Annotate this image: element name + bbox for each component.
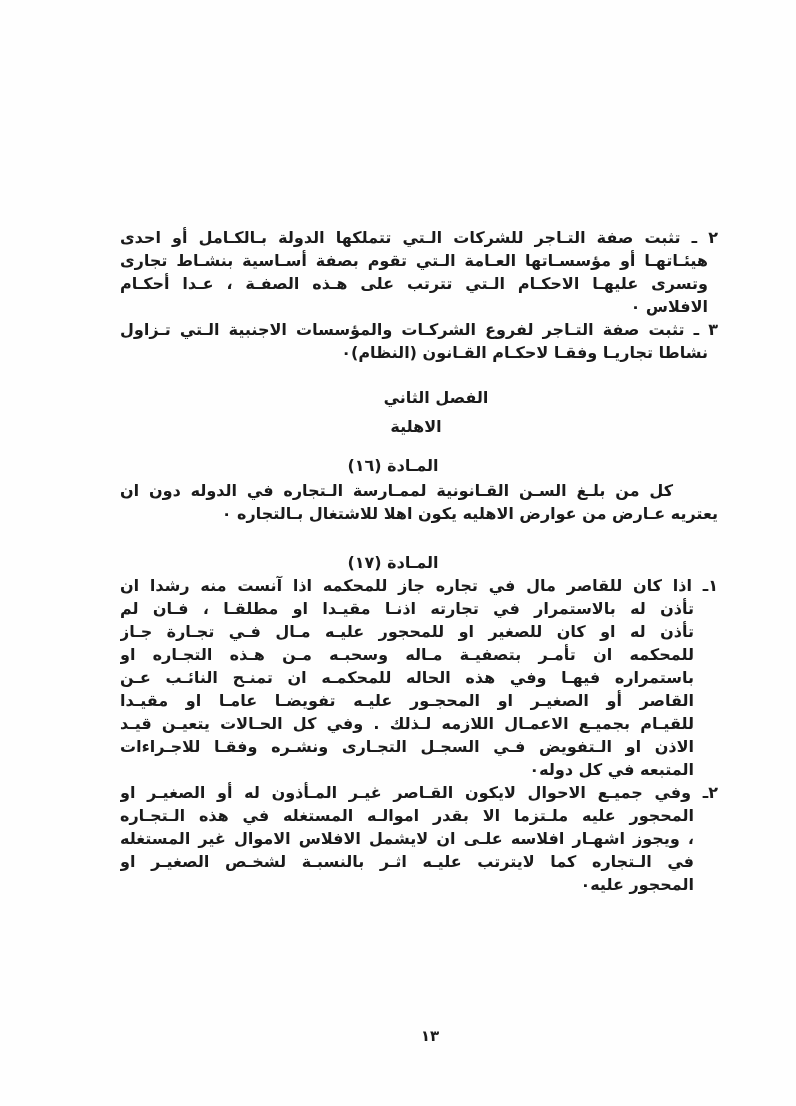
clause-2-marker: ٢ ـ xyxy=(691,228,718,247)
clause-3-line: نشاطا تجاريـا وفقـا لاحكـام القـانون (النظام)٠ xyxy=(341,343,708,362)
clause-2-line xyxy=(120,226,718,249)
article-17-clause-2 xyxy=(120,781,718,896)
article-17-clause-1-line: للقيـام بجميـع الاعمـال اللازمه لـذلك . وفي كل الحـالات يتعيـن قيـد xyxy=(120,714,694,733)
clause-2-line: هيئـاتهـا أو مؤسسـاتها العـامة الـتي تقوم بصفة أسـاسية بنشـاط تجارى xyxy=(120,251,708,270)
article-17-clause-1-line: الاذن او الـتفويض فـي السجـل التجـارى ونشـره وفقـا للاجـراءات xyxy=(120,737,694,756)
article-17-clause-2-marker: ٢ـ xyxy=(702,783,718,802)
article-17-clause-1-line: للمحكمه ان تأمـر بتصفيـة مـاله وسحبـه مـن هـذه التجـاره او xyxy=(120,645,694,664)
article-17-clause-2-line: في الـتجاره كما لايترتب عليـه اثـر بالنسبـة لشخـص الصغيـر او xyxy=(120,852,694,871)
article-17-clause-2-text: وفي جميـع الاحوال لايكون القـاصر غيـر المـأذون له أو الصغيـر او xyxy=(120,783,692,802)
page-content xyxy=(120,226,718,896)
clause-2-text: تثبت صفة التـاجر للشركات الـتي تتملكها الدولة بـالكـامل أو احدى xyxy=(120,228,681,247)
article-17-clause-2-line: المحجور عليه ملـتزما الا بقدر اموالـه المستغله في هذه الـتجـاره xyxy=(120,806,694,825)
article-17-heading: المـادة (١٧) xyxy=(347,553,439,572)
article-17-clause-1-line: تأذن له او كان للصغير او للمحجور عليـه مـال فـي تجـارة جـاز xyxy=(120,622,694,641)
clause-2-line: الافلاس ٠ xyxy=(630,297,708,316)
clause-3-line xyxy=(120,318,718,341)
page-number: ١٣ xyxy=(420,1027,440,1045)
article-17-clause-1-line: باستمراره فيهـا وفي هذه الحاله للمحكمـه ان تمنـح النائـب عـن xyxy=(120,668,694,687)
article-17-clause-2-line: ، ويجوز اشهـار افلاسه علـى ان لايشمل الافلاس الاموال غير المستغله xyxy=(120,829,694,848)
article-17-clause-1-marker: ١ـ xyxy=(702,576,718,595)
article-16-line: يعتريه عـارض من عوارض الاهليه يكون اهلا للاشتغال بـالتجاره ٠ xyxy=(221,504,718,523)
article-17-clause-1 xyxy=(120,574,718,781)
article-17-clause-2-line xyxy=(120,781,718,804)
article-17-clause-1-line: تأذن له بالاستمرار في تجارته اذنـا مقيـدا او مطلقـا ، فـان لم xyxy=(120,599,694,618)
article-17-clause-1-line: القاصر أو الصغيـر او المحجـور عليـه تفويضـا عامـا او مقيـدا xyxy=(120,691,694,710)
article-16-heading: المـادة (١٦) xyxy=(347,456,439,475)
clause-3 xyxy=(120,318,718,364)
article-17-clause-1-line xyxy=(120,574,718,597)
article-17-clause-1-text: اذا كان للقاصر مال في تجاره جاز للمحكمه اذا آنست منه رشدا ان xyxy=(120,576,692,595)
clause-3-marker: ٣ ـ xyxy=(693,320,718,339)
clause-2-line: وتسرى عليهـا الاحكـام الـتي تترتب على هـذه الصفـة ، عـدا أحكـام xyxy=(120,274,708,293)
clause-2 xyxy=(120,226,718,318)
chapter-subheading: الاهلية xyxy=(390,417,442,436)
article-17-clause-2-line: المحجور عليه٠ xyxy=(580,875,694,894)
article-17-clause-1-line: المتبعه في كل دوله٠ xyxy=(529,760,694,779)
chapter-heading: الفصل الثاني xyxy=(383,388,489,407)
clause-3-text: تثبت صفة التـاجر لفروع الشركـات والمؤسسات الاجنبية الـتي تـزاول xyxy=(120,320,685,339)
article-16-line: كل من بلـغ السـن القـانونية لممـارسة الـتجاره في الدوله دون ان xyxy=(120,481,673,500)
article-16-body xyxy=(120,479,718,525)
